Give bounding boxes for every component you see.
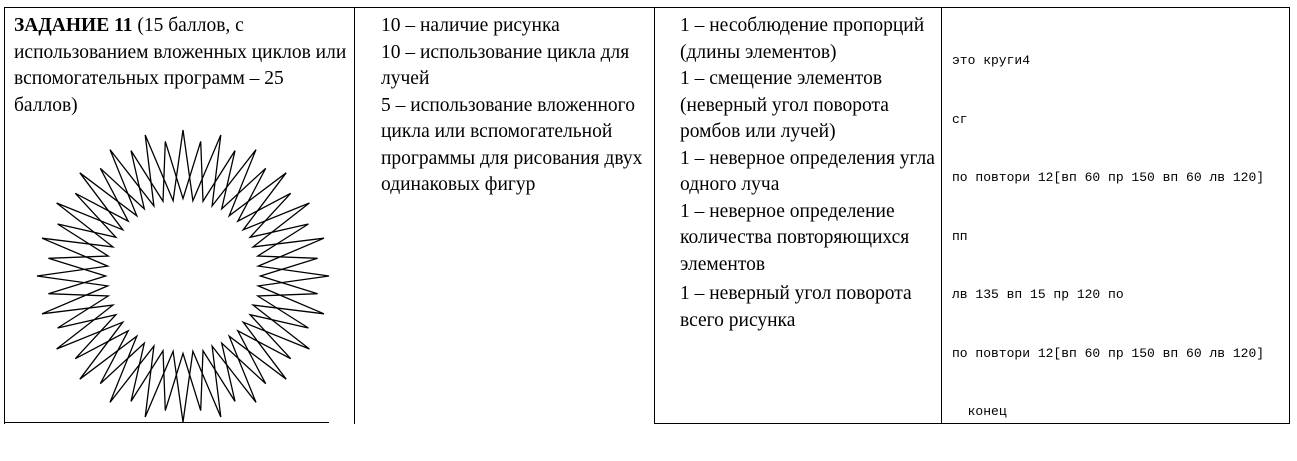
code-line: конец bbox=[952, 404, 1007, 419]
task-title: ЗАДАНИЕ 11 bbox=[14, 15, 133, 36]
star-outline bbox=[37, 130, 329, 422]
penalties-list bbox=[680, 13, 942, 334]
penalty-item: 1 – несоблюдение пропорций (длины элементов) bbox=[680, 15, 925, 63]
code-cell bbox=[942, 8, 1290, 424]
penalty-item: 1 – неверный угол поворота всего рисунка bbox=[680, 283, 912, 331]
task-heading bbox=[14, 13, 349, 119]
penalty-item: 1 – смещение элементов (неверный угол поворота ромбов или лучей) bbox=[680, 68, 889, 142]
grading-table bbox=[4, 7, 1290, 424]
code-line: пп bbox=[952, 228, 968, 244]
table-bottom-border bbox=[4, 422, 329, 423]
code-line: по повтори 12[вп 60 пр 150 вп 60 лв 120] bbox=[952, 345, 1265, 361]
task-subtitle: (15 баллов, с использованием вложенных циклов или вспомогательных программ – 25 баллов) bbox=[14, 15, 347, 116]
penalty-item: 1 – неверное определения угла одного луча bbox=[680, 147, 935, 195]
scoring-list bbox=[381, 13, 649, 199]
logo-program-code bbox=[952, 12, 1287, 461]
star-outline-second bbox=[48, 141, 317, 410]
scoring-item: 10 – наличие рисунка bbox=[381, 15, 560, 36]
code-line: сг bbox=[952, 111, 968, 127]
code-line: это круги4 bbox=[952, 53, 1031, 68]
scoring-item: 10 – использование цикла для лучей bbox=[381, 41, 630, 89]
star-figure-icon bbox=[35, 126, 331, 426]
code-line: по повтори 12[вп 60 пр 150 вп 60 лв 120] bbox=[952, 170, 1265, 185]
penalties-cell bbox=[655, 8, 942, 424]
penalty-item: 1 – неверное определение количества повторяющихся элементов bbox=[680, 200, 910, 275]
scoring-cell bbox=[355, 8, 655, 424]
task-cell bbox=[4, 8, 355, 424]
code-line: лв 135 вп 15 пр 120 по bbox=[952, 287, 1124, 302]
scoring-item: 5 – использование вложенного цикла или вспомогательной программы для рисования двух одинаковых фигур bbox=[381, 94, 643, 195]
